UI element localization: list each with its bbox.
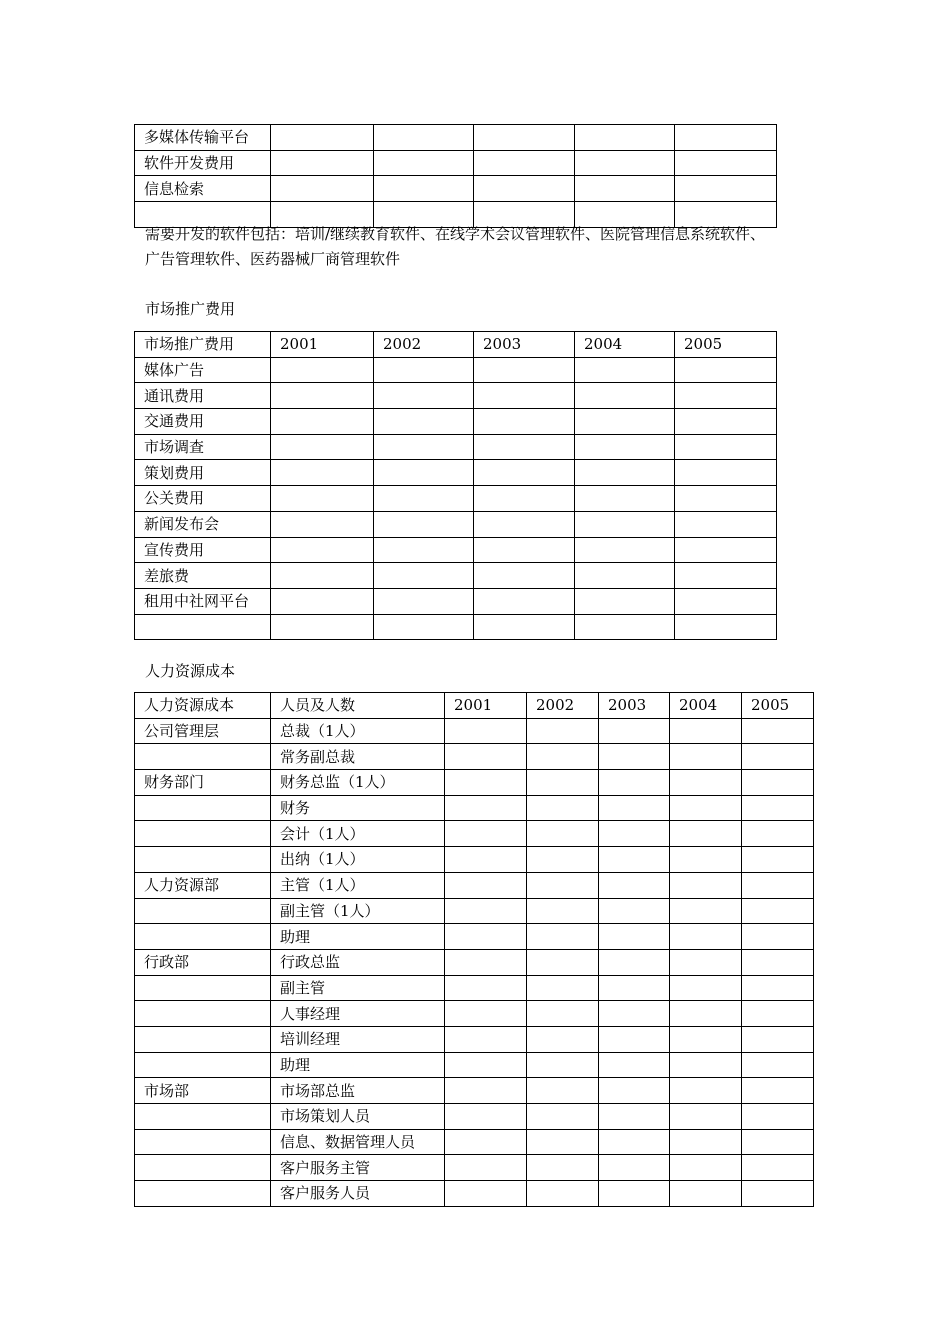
table-cell: 通讯费用 [135, 383, 271, 409]
table-cell [374, 176, 474, 202]
table-cell: 行政总监 [271, 949, 445, 975]
table-cell: 助理 [271, 1052, 445, 1078]
table-cell: 市场调查 [135, 434, 271, 460]
table-cell [374, 614, 474, 640]
table-row [135, 357, 777, 383]
table-cell [742, 718, 814, 744]
table-cell [474, 563, 575, 589]
table-cell [742, 898, 814, 924]
table-row [135, 1181, 814, 1207]
table-cell: 软件开发费用 [135, 150, 271, 176]
table-cell: 公司管理层 [135, 718, 271, 744]
table-cell [675, 434, 777, 460]
table-cell: 公关费用 [135, 486, 271, 512]
table-cell [445, 1026, 527, 1052]
table-cell: 培训经理 [271, 1026, 445, 1052]
table-cell [271, 383, 374, 409]
table-cell [742, 821, 814, 847]
table-cell: 人力资源部 [135, 872, 271, 898]
table-cell [599, 1155, 670, 1181]
table-cell: 差旅费 [135, 563, 271, 589]
table-cell [742, 924, 814, 950]
table-cell [599, 949, 670, 975]
table-cell [445, 770, 527, 796]
table-cell [445, 744, 527, 770]
table-cell [135, 1129, 271, 1155]
table-cell [527, 898, 599, 924]
table-header-row [135, 693, 814, 719]
table-cell [445, 1104, 527, 1130]
table-cell [675, 486, 777, 512]
table-header-row [135, 332, 777, 358]
table-cell [271, 434, 374, 460]
table-cell [374, 563, 474, 589]
table-cell [675, 383, 777, 409]
table-cell [742, 744, 814, 770]
table-cell [575, 383, 675, 409]
table-cell [670, 1026, 742, 1052]
header-cell: 市场推广费用 [135, 332, 271, 358]
table-cell [575, 588, 675, 614]
header-cell: 2003 [599, 693, 670, 719]
table-cell [445, 795, 527, 821]
table-cell [670, 1001, 742, 1027]
table-cell [670, 821, 742, 847]
table-cell [474, 460, 575, 486]
table-cell [599, 821, 670, 847]
table-cell [445, 975, 527, 1001]
table-cell [527, 924, 599, 950]
table-cell [742, 1026, 814, 1052]
table-cell [670, 924, 742, 950]
table-cell: 人事经理 [271, 1001, 445, 1027]
table-cell [575, 511, 675, 537]
table-cell [135, 847, 271, 873]
table-cell [599, 1001, 670, 1027]
table-cell [670, 949, 742, 975]
header-cell: 2002 [527, 693, 599, 719]
table-cell [599, 1129, 670, 1155]
table-cell [527, 949, 599, 975]
table-cell [271, 176, 374, 202]
table-cell [527, 744, 599, 770]
table-cell [374, 409, 474, 435]
marketing-heading: 市场推广费用 [145, 300, 236, 318]
table-cell [374, 588, 474, 614]
table-cell [527, 718, 599, 744]
table-cell [675, 537, 777, 563]
table-cell [445, 1001, 527, 1027]
table-cell [474, 150, 575, 176]
table-row [135, 614, 777, 640]
table-cell [135, 1104, 271, 1130]
table-row [135, 949, 814, 975]
table-cell [670, 718, 742, 744]
table-cell: 交通费用 [135, 409, 271, 435]
table-cell [474, 434, 575, 460]
table-row [135, 537, 777, 563]
table-row [135, 924, 814, 950]
table-cell: 助理 [271, 924, 445, 950]
table-cell [374, 537, 474, 563]
header-cell: 2002 [374, 332, 474, 358]
table-cell [675, 357, 777, 383]
table-cell [135, 795, 271, 821]
table-cell [599, 924, 670, 950]
table-row [135, 1052, 814, 1078]
header-cell: 2005 [675, 332, 777, 358]
table-cell [445, 1129, 527, 1155]
table-cell [374, 434, 474, 460]
table-cell [599, 872, 670, 898]
table-cell [599, 770, 670, 796]
header-cell: 人力资源成本 [135, 693, 271, 719]
table-cell [599, 1026, 670, 1052]
table-cell [374, 460, 474, 486]
table-cell: 市场部总监 [271, 1078, 445, 1104]
table-row [135, 1129, 814, 1155]
table-cell [670, 1181, 742, 1207]
table-row [135, 460, 777, 486]
table-cell [135, 1181, 271, 1207]
table-cell [445, 1181, 527, 1207]
table-cell [599, 1181, 670, 1207]
table-cell [670, 1104, 742, 1130]
table-cell: 信息、数据管理人员 [271, 1129, 445, 1155]
table-cell [742, 949, 814, 975]
table-cell [670, 770, 742, 796]
table-cell [575, 150, 675, 176]
header-cell: 2004 [575, 332, 675, 358]
table-row [135, 1155, 814, 1181]
table-row [135, 434, 777, 460]
table-cell: 会计（1人） [271, 821, 445, 847]
table-cell [445, 898, 527, 924]
table-cell [374, 125, 474, 151]
table-cell [271, 125, 374, 151]
table-row [135, 383, 777, 409]
marketing-cost-table [134, 331, 777, 640]
table-cell: 财务 [271, 795, 445, 821]
table-cell [474, 511, 575, 537]
table-cell [575, 614, 675, 640]
table-cell [527, 821, 599, 847]
table-row [135, 1078, 814, 1104]
table-cell [271, 357, 374, 383]
header-cell: 2001 [271, 332, 374, 358]
table-row [135, 486, 777, 512]
table-cell [599, 1052, 670, 1078]
table-cell: 常务副总裁 [271, 744, 445, 770]
table-cell [599, 744, 670, 770]
table-cell [670, 1129, 742, 1155]
table-cell [374, 511, 474, 537]
table-cell [527, 1104, 599, 1130]
table-cell [135, 821, 271, 847]
table-row [135, 1104, 814, 1130]
table-cell [527, 1155, 599, 1181]
table-cell: 新闻发布会 [135, 511, 271, 537]
table-cell [271, 511, 374, 537]
table-row [135, 718, 814, 744]
table-cell [271, 409, 374, 435]
table-cell [271, 614, 374, 640]
table-cell [675, 588, 777, 614]
table-row [135, 563, 777, 589]
table-cell [271, 563, 374, 589]
table-cell [742, 1001, 814, 1027]
table-cell: 多媒体传输平台 [135, 125, 271, 151]
table-cell: 市场策划人员 [271, 1104, 445, 1130]
table-cell [527, 872, 599, 898]
table-cell [742, 1104, 814, 1130]
table-cell [135, 744, 271, 770]
table-cell [474, 614, 575, 640]
table-cell [527, 1129, 599, 1155]
table-cell [527, 1001, 599, 1027]
table-cell [527, 975, 599, 1001]
table-cell [670, 975, 742, 1001]
table-cell [474, 409, 575, 435]
table-cell: 出纳（1人） [271, 847, 445, 873]
table-cell [271, 150, 374, 176]
table-row [135, 588, 777, 614]
header-cell: 2005 [742, 693, 814, 719]
table-cell [575, 409, 675, 435]
table-cell [271, 486, 374, 512]
table-cell [445, 821, 527, 847]
table-cell [675, 460, 777, 486]
table-cell [445, 872, 527, 898]
table-cell: 客户服务主管 [271, 1155, 445, 1181]
table-cell [474, 588, 575, 614]
table-row [135, 872, 814, 898]
table-cell [575, 176, 675, 202]
table-row [135, 150, 777, 176]
table-cell: 客户服务人员 [271, 1181, 445, 1207]
table-cell [675, 150, 777, 176]
table-cell [742, 847, 814, 873]
table-cell [374, 150, 474, 176]
table-cell [742, 1078, 814, 1104]
table-cell [670, 1078, 742, 1104]
table-cell [599, 847, 670, 873]
table-cell [445, 718, 527, 744]
table-cell [670, 847, 742, 873]
table-cell [527, 1052, 599, 1078]
table-cell [527, 1078, 599, 1104]
table-cell [599, 795, 670, 821]
table-row [135, 409, 777, 435]
software-note-line-1: 需要开发的软件包括：培训/继续教育软件、在线学术会议管理软件、医院管理信息系统软件、 [145, 225, 766, 243]
table-row [135, 1026, 814, 1052]
table-cell [675, 563, 777, 589]
table-cell [575, 357, 675, 383]
table-cell [135, 614, 271, 640]
table-cell: 主管（1人） [271, 872, 445, 898]
table-cell [675, 125, 777, 151]
table-cell [527, 770, 599, 796]
table-cell [742, 770, 814, 796]
table-cell [742, 795, 814, 821]
table-cell [599, 975, 670, 1001]
table-cell [135, 1052, 271, 1078]
table-cell [599, 718, 670, 744]
table-cell [599, 898, 670, 924]
table-cell [599, 1078, 670, 1104]
table-cell [445, 847, 527, 873]
table-cell [474, 357, 575, 383]
table-row [135, 821, 814, 847]
table-cell [670, 898, 742, 924]
table-cell [670, 1052, 742, 1078]
table-row [135, 795, 814, 821]
table-cell [135, 975, 271, 1001]
table-row [135, 770, 814, 796]
table-cell: 总裁（1人） [271, 718, 445, 744]
table-cell: 副主管（1人） [271, 898, 445, 924]
table-row [135, 1001, 814, 1027]
table-row [135, 176, 777, 202]
table-cell [742, 975, 814, 1001]
table-cell [135, 924, 271, 950]
table-cell: 宣传费用 [135, 537, 271, 563]
table-cell [527, 847, 599, 873]
table-cell [599, 1104, 670, 1130]
table-cell [742, 872, 814, 898]
table-cell [374, 357, 474, 383]
software-cost-table [134, 124, 777, 228]
table-cell [527, 795, 599, 821]
table-cell [675, 409, 777, 435]
table-row [135, 898, 814, 924]
hr-cost-table [134, 692, 814, 1207]
table-cell [575, 434, 675, 460]
table-cell [675, 614, 777, 640]
table-cell [742, 1129, 814, 1155]
table-cell [271, 537, 374, 563]
table-cell [445, 1155, 527, 1181]
table-cell [575, 563, 675, 589]
table-cell: 副主管 [271, 975, 445, 1001]
table-cell [374, 486, 474, 512]
table-cell [742, 1181, 814, 1207]
header-cell: 2001 [445, 693, 527, 719]
table-cell [670, 872, 742, 898]
table-row [135, 975, 814, 1001]
table-cell: 市场部 [135, 1078, 271, 1104]
table-cell [271, 460, 374, 486]
header-cell: 2004 [670, 693, 742, 719]
table-cell [474, 486, 575, 512]
table-cell [474, 176, 575, 202]
table-row [135, 744, 814, 770]
table-cell: 行政部 [135, 949, 271, 975]
header-cell: 2003 [474, 332, 575, 358]
table-cell [374, 383, 474, 409]
table-cell [670, 1155, 742, 1181]
header-cell: 人员及人数 [271, 693, 445, 719]
table-cell [271, 588, 374, 614]
table-cell [445, 924, 527, 950]
table-cell [675, 511, 777, 537]
table-cell: 媒体广告 [135, 357, 271, 383]
table-cell: 财务部门 [135, 770, 271, 796]
table-cell [527, 1181, 599, 1207]
table-cell [575, 486, 675, 512]
table-cell [474, 125, 575, 151]
table-cell [135, 1155, 271, 1181]
table-cell [670, 744, 742, 770]
table-cell [445, 1078, 527, 1104]
table-cell [474, 383, 575, 409]
table-cell [575, 460, 675, 486]
hr-heading: 人力资源成本 [145, 662, 236, 680]
table-cell [474, 537, 575, 563]
table-cell: 财务总监（1人） [271, 770, 445, 796]
table-row [135, 125, 777, 151]
table-cell: 租用中社网平台 [135, 588, 271, 614]
table-cell [742, 1052, 814, 1078]
table-cell [675, 176, 777, 202]
table-cell [575, 537, 675, 563]
table-cell [527, 1026, 599, 1052]
table-row [135, 847, 814, 873]
table-cell [445, 949, 527, 975]
table-row [135, 511, 777, 537]
table-cell [575, 125, 675, 151]
table-cell: 策划费用 [135, 460, 271, 486]
software-note-line-2: 广告管理软件、医药器械厂商管理软件 [145, 250, 401, 268]
table-cell [742, 1155, 814, 1181]
table-cell [135, 898, 271, 924]
table-cell [135, 1001, 271, 1027]
table-cell [135, 1026, 271, 1052]
table-cell: 信息检索 [135, 176, 271, 202]
table-cell [670, 795, 742, 821]
table-cell [445, 1052, 527, 1078]
